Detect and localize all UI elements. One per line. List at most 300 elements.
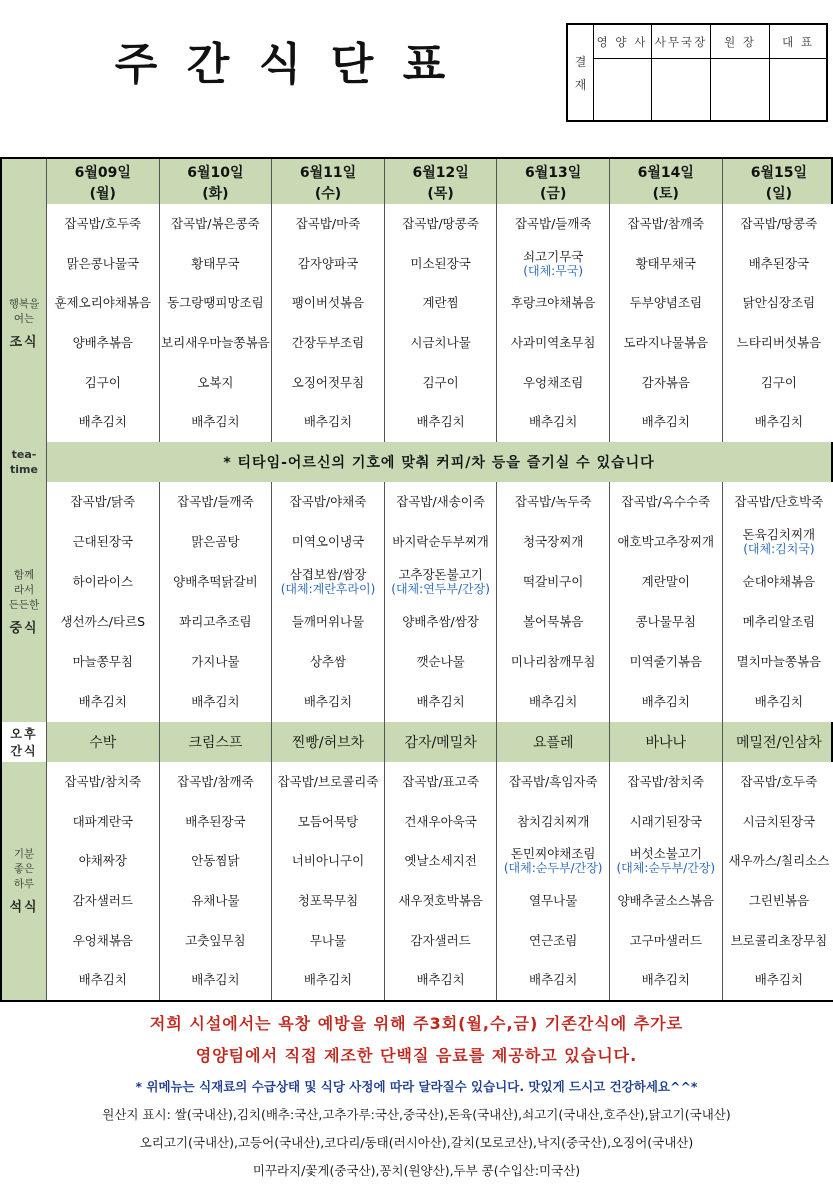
menu-item [160,414,272,429]
menu-item-text: 감자볶음 [641,374,690,390]
menu-item-text: 잡곡밥/땅콩죽 [402,215,479,231]
menu-item [497,249,609,279]
menu-item-text: 잡곡밥/땅콩죽 [740,215,818,231]
origin-line: 원산지 표시: 쌀(국내산),김치(배추:국산,고추가루:국산,중국산),돈육(국내산),쇠고기(국내산,호주산),닭고기(국내산) [102,1107,731,1122]
menu-item-text: 건새우아욱국 [404,813,477,829]
menu-item [385,933,497,948]
menu-item [160,494,272,509]
menu-item-text: 배추김치 [303,414,353,430]
menu-item-text: 참치김치찌개 [516,813,590,829]
menu-item-text: 브로콜리초장무침 [730,932,828,948]
title-char: 주 [114,39,158,90]
menu-item-text: 잡곡밥/야채죽 [289,494,367,509]
meal-label-main: 조식 [9,334,39,350]
menu-item [723,774,833,789]
menu-item [610,774,722,789]
menu-item [160,694,272,709]
menu-item [610,694,722,709]
menu-item-text: 김구이 [760,374,797,390]
menu-item [723,335,833,350]
day-date: 6월09일 [74,165,131,181]
menu-item [723,494,833,509]
menu-item [385,256,497,271]
menu-item-text: 삼겹보쌈/쌈장 [289,567,367,582]
approval-col[interactable] [593,25,652,120]
day-header [272,159,385,204]
menu-item [497,846,609,876]
menu-item-text: 배추김치 [641,414,690,430]
menu-item [47,933,159,948]
menu-item-text: 양배추쌈/쌈장 [402,614,479,629]
menu-cell [610,762,723,1000]
menu-item [723,654,833,669]
menu-item [610,295,722,310]
approval-label [568,25,594,120]
snack-item: 메밀전/인삼차 [735,735,822,751]
day-date: 6월10일 [187,165,244,181]
menu-item [272,335,384,350]
menu-item [385,853,497,868]
menu-item [160,216,272,231]
menu-item-text: 배추김치 [416,414,465,430]
menu-item-text: 배추김치 [754,972,804,988]
day-dow: (목) [427,186,454,202]
menu-item [47,494,159,509]
menu-item-text: 훈제오리야채볶음 [54,295,152,311]
title-char: 간 [186,39,230,90]
day-header [47,159,160,204]
dinner-row [2,762,831,1000]
menu-cell [160,204,273,442]
day-date: 6월12일 [412,165,469,181]
menu-item-text: 옛날소세지전 [404,853,477,869]
menu-item-text: 버섯소불고기 [629,846,703,862]
menu-item [610,414,722,429]
menu-item-text: 대파계란국 [72,813,133,829]
menu-item-text: 계란찜 [422,295,459,311]
day-header [385,159,498,204]
menu-item-text: 새우까스/칠리소스 [728,853,830,869]
menu-item-text: 사과미역초무침 [510,334,596,350]
page-title [100,28,520,92]
menu-item [272,534,384,549]
snack-item: 크림스프 [160,722,273,762]
menu-item [160,574,272,589]
approval-col-header: 사무국장 [652,25,710,59]
menu-item-text: 김구이 [422,374,459,390]
menu-item-text: 감자샐러드 [72,892,133,908]
menu-item [272,614,384,629]
snack-item: 바나나 [610,722,723,762]
menu-item-text: 배추김치 [416,694,465,709]
menu-item-text: 떡갈비구이 [522,574,584,589]
meal-label-sub: 함께 [13,569,35,581]
menu-item-text: 고구마샐러드 [629,932,703,948]
menu-cell [47,762,160,1000]
menu-item [47,774,159,789]
menu-item [610,893,722,908]
approval-label-char: 재 [574,77,587,92]
menu-cell [610,204,723,442]
meal-label-main: 중식 [9,621,39,636]
menu-item [385,694,497,709]
menu-cell [723,204,833,442]
day-dow: (월) [89,186,116,202]
menu-item [723,295,833,310]
menu-item [160,614,272,629]
menu-item-text: 양배추떡닭갈비 [173,574,258,589]
menu-item-text: 배추김치 [303,694,353,709]
menu-item-text: 오복지 [197,374,234,390]
menu-item-text: 미역오이냉국 [291,534,365,549]
menu-item-text: 잡곡밥/단호박죽 [734,494,824,509]
day-date: 6월13일 [525,165,582,181]
meal-label-sub: 든든한 [8,599,40,611]
substitute-note: (대체:순두부/간장) [503,861,603,876]
menu-item [497,534,609,549]
snack-label [2,722,47,762]
menu-item [47,893,159,908]
teatime-label-text: time [10,463,38,476]
snack-item: 감자/메밀차 [385,722,498,762]
footer-notice-line1: 저희 시설에서는 욕창 예방을 위해 주3회(월,수,금) 기존간식에 추가로 [149,1014,684,1033]
day-header [497,159,610,204]
menu-item-text: 연근조림 [529,932,578,948]
title-char: 단 [330,39,374,90]
menu-item-text: 새우젓호박볶음 [398,892,483,908]
header-corner [2,159,47,204]
menu-item-text: 볼어묵볶음 [522,614,584,629]
menu-item-text: 미역줄기볶음 [629,654,703,669]
weekly-menu-table [0,157,833,1002]
menu-item [610,335,722,350]
menu-cell [47,482,160,722]
menu-item-text: 배추김치 [641,972,690,988]
menu-item-text: 잡곡밥/참치죽 [64,773,142,789]
menu-item-text: 잡곡밥/들깨죽 [514,215,592,231]
menu-item-text: 시래기된장국 [629,813,703,829]
menu-item [385,414,497,429]
menu-item [723,933,833,948]
menu-item [723,694,833,709]
approval-col[interactable] [711,25,770,120]
menu-cell [160,482,273,722]
menu-item-text: 배추된장국 [748,255,810,271]
menu-item [610,256,722,271]
menu-item [160,972,272,987]
menu-item-text: 잡곡밥/볶은콩죽 [171,215,260,231]
day-header [723,159,833,204]
menu-item-text: 마늘쫑무침 [72,654,133,669]
menu-item [385,893,497,908]
menu-item-text: 잡곡밥/참깨죽 [177,773,254,789]
menu-item [272,774,384,789]
approval-col-header: 원 장 [711,25,769,59]
menu-item-text: 후랑크야채볶음 [510,295,596,311]
menu-item [610,654,722,669]
menu-cell [497,204,610,442]
menu-item-text: 맑은곰탕 [191,534,240,549]
menu-item [723,893,833,908]
menu-item [723,853,833,868]
day-date: 6월15일 [750,165,808,181]
menu-item-text: 쇠고기무국 [522,248,584,264]
day-date: 6월14일 [637,165,694,181]
menu-item [497,694,609,709]
menu-item [385,654,497,669]
breakfast-row [2,204,831,443]
menu-item-text: 잡곡밥/참치죽 [627,773,705,789]
teatime-label-text: tea- [11,448,37,461]
meal-label-sub: 행복을 [8,297,40,310]
menu-item [497,414,609,429]
menu-item-text: 유채나물 [191,892,240,908]
menu-item-text: 배추김치 [754,694,804,709]
menu-item [497,814,609,829]
menu-item [497,614,609,629]
menu-item-text: 맑은콩나물국 [66,255,140,271]
day-dow: (화) [202,186,229,202]
menu-item-text: 닭안심장조림 [742,295,816,311]
menu-item-text: 배추김치 [529,972,578,988]
menu-item [47,534,159,549]
menu-item-text: 감자양파국 [297,255,359,271]
menu-item-text: 잡곡밥/호두죽 [740,773,818,789]
meal-label-sub: 라서 [13,584,35,596]
menu-item-text: 배추김치 [191,694,240,709]
menu-item [385,972,497,987]
menu-item-text: 오징어젓무침 [291,374,365,390]
approval-col-header: 대 표 [770,25,826,59]
menu-item-text: 가지나물 [191,654,240,669]
substitute-note: (대체:무국) [523,263,584,278]
menu-item [160,375,272,390]
menu-item [385,774,497,789]
meal-label-sub: 기분 [13,848,35,860]
title-char: 표 [402,39,446,90]
menu-cell [272,762,385,1000]
menu-item-text: 무나물 [309,932,347,948]
menu-item [723,614,833,629]
menu-item-text: 잡곡밥/새송이죽 [396,494,485,509]
menu-item [497,972,609,987]
menu-item [610,614,722,629]
menu-item [497,893,609,908]
day-date: 6월11일 [299,165,357,181]
day-dow: (금) [540,186,567,202]
menu-item-text: 배추김치 [191,972,240,988]
snack-label-text: 간식 [10,744,38,758]
menu-item [610,494,722,509]
menu-item [160,654,272,669]
menu-item [47,216,159,231]
menu-cell [160,762,273,1000]
menu-item [723,256,833,271]
menu-cell [272,482,385,722]
menu-item-text: 그린빈볶음 [748,892,810,908]
menu-item [47,256,159,271]
menu-item-text: 생선까스/타르S [60,614,146,629]
menu-item-text: 계란말이 [641,574,690,589]
menu-item [272,414,384,429]
menu-item [160,814,272,829]
menu-item [272,256,384,271]
menu-item-text: 잡곡밥/옥수수죽 [621,494,711,509]
day-dow: (토) [652,186,679,202]
menu-item-text: 우엉채볶음 [72,932,133,948]
menu-item-text: 고춧잎무침 [185,932,246,948]
menu-item-text: 돈민찌야채조림 [510,846,596,862]
menu-item-text: 멸치마늘쫑볶음 [736,654,822,669]
menu-item [47,814,159,829]
menu-cell [610,482,723,722]
menu-cell [385,204,498,442]
menu-item-text: 두부양념조림 [629,295,703,311]
title-char: 식 [258,39,302,90]
menu-item [497,654,609,669]
menu-item-text: 안동찜닭 [191,853,240,869]
menu-item-text: 청포묵무침 [297,892,359,908]
menu-item [610,972,722,987]
menu-item-text: 배추김치 [641,694,690,709]
menu-item-text: 보리새우마늘쫑볶음 [161,334,270,350]
menu-item [47,853,159,868]
menu-item [160,933,272,948]
menu-item-text: 배추김치 [529,414,578,430]
menu-item-text: 배추된장국 [185,813,246,829]
menu-item [497,375,609,390]
menu-item [610,846,722,876]
menu-item-text: 동그랑땡피망조림 [167,295,264,311]
menu-item [272,972,384,987]
menu-item-text: 양배추볶음 [72,334,133,350]
menu-item-text: 돈육김치찌개 [742,527,816,542]
menu-item [610,534,722,549]
approval-label-char: 결 [574,54,587,69]
menu-item-text: 도라지나물볶음 [623,334,709,350]
menu-cell [723,762,833,1000]
menu-cell [47,204,160,442]
menu-item [723,814,833,829]
menu-item [497,574,609,589]
menu-item-text: 잡곡밥/흑임자죽 [508,773,598,789]
footer-notice-line2: 영양팀에서 직접 제조한 단백질 음료를 제공하고 있습니다. [195,1046,638,1065]
snack-label-text: 오후 [10,727,38,741]
menu-item [272,216,384,231]
menu-item-text: 메추리알조림 [742,614,816,629]
menu-item-text: 배추김치 [416,972,465,988]
menu-item [47,335,159,350]
meal-label-sub: 좋은 [13,863,35,875]
menu-item-text: 상추쌈 [309,654,347,669]
teatime-text: * 티타임-어르신의 기호에 맞춰 커피/차 등을 즐기실 수 있습니다 [223,455,655,471]
menu-item [272,893,384,908]
snack-item: 찐빵/허브차 [272,722,385,762]
substitute-note: (대체:연두부/간장) [391,582,490,596]
menu-item [160,534,272,549]
approval-col-header: 영 양 사 [593,25,651,59]
menu-item-text: 잡곡밥/녹두죽 [514,494,592,509]
day-dow: (일) [765,186,793,202]
menu-cell [723,482,833,722]
menu-item [272,567,384,597]
menu-item-text: 잡곡밥/마죽 [295,215,361,231]
breakfast-label [2,204,47,442]
lunch-label [2,482,47,722]
menu-cell [497,482,610,722]
menu-item [497,335,609,350]
menu-item [610,375,722,390]
menu-item-text: 황태무국 [191,255,240,271]
menu-item-text: 미나리참깨무침 [510,654,596,669]
day-header [610,159,723,204]
menu-item-text: 잡곡밥/참깨죽 [627,215,705,231]
snack-item: 요플레 [497,722,610,762]
menu-item [385,567,497,597]
menu-item [272,654,384,669]
menu-item-text: 고추장돈불고기 [398,567,483,582]
snack-item: 수박 [47,722,160,762]
menu-item [47,614,159,629]
menu-item-text: 청국장찌개 [522,534,584,549]
menu-item [497,933,609,948]
menu-item-text: 배추김치 [529,694,578,709]
menu-item-text: 배추김치 [78,972,127,988]
menu-item-text: 잡곡밥/표고죽 [402,773,479,789]
menu-item-text: 배추김치 [303,972,353,988]
menu-item-text: 바지락순두부찌개 [392,534,489,549]
menu-cell [385,482,498,722]
menu-item [160,853,272,868]
menu-item [272,295,384,310]
menu-item-text: 열무나물 [529,892,578,908]
menu-cell [385,762,498,1000]
origin-line: 오리고기(국내산),고등어(국내산),코다리/동태(러시아산),갈치(모로코산),낙지(중국산),오징어(국내산) [139,1135,694,1150]
teatime-row [2,442,831,483]
approval-col[interactable] [770,25,826,120]
menu-cell [272,204,385,442]
menu-item [385,614,497,629]
menu-item-text: 양배추굴소스볶음 [617,892,715,908]
menu-item [610,933,722,948]
lunch-row [2,482,831,723]
menu-item-text: 미소된장국 [410,255,471,271]
menu-item [385,295,497,310]
menu-item [160,335,272,350]
menu-item [160,256,272,271]
menu-item-text: 김구이 [84,374,121,390]
menu-item [385,814,497,829]
dinner-label [2,762,47,1000]
header-row [2,159,831,205]
menu-item [385,534,497,549]
menu-item [723,375,833,390]
approval-box [566,23,828,122]
substitute-note: (대체:김치국) [743,542,815,556]
menu-item [723,527,833,557]
menu-item [47,414,159,429]
menu-item [47,574,159,589]
menu-item-text: 시금치나물 [410,334,471,350]
menu-item [47,295,159,310]
menu-item-text: 감자샐러드 [410,932,471,948]
menu-item-text: 황태무채국 [635,255,696,271]
menu-item-text: 근대된장국 [72,534,133,549]
menu-item-text: 우엉채조림 [522,374,584,390]
menu-item-text: 잡곡밥/닭죽 [70,494,136,509]
approval-col[interactable] [652,25,711,120]
menu-item-text: 배추김치 [191,414,240,430]
